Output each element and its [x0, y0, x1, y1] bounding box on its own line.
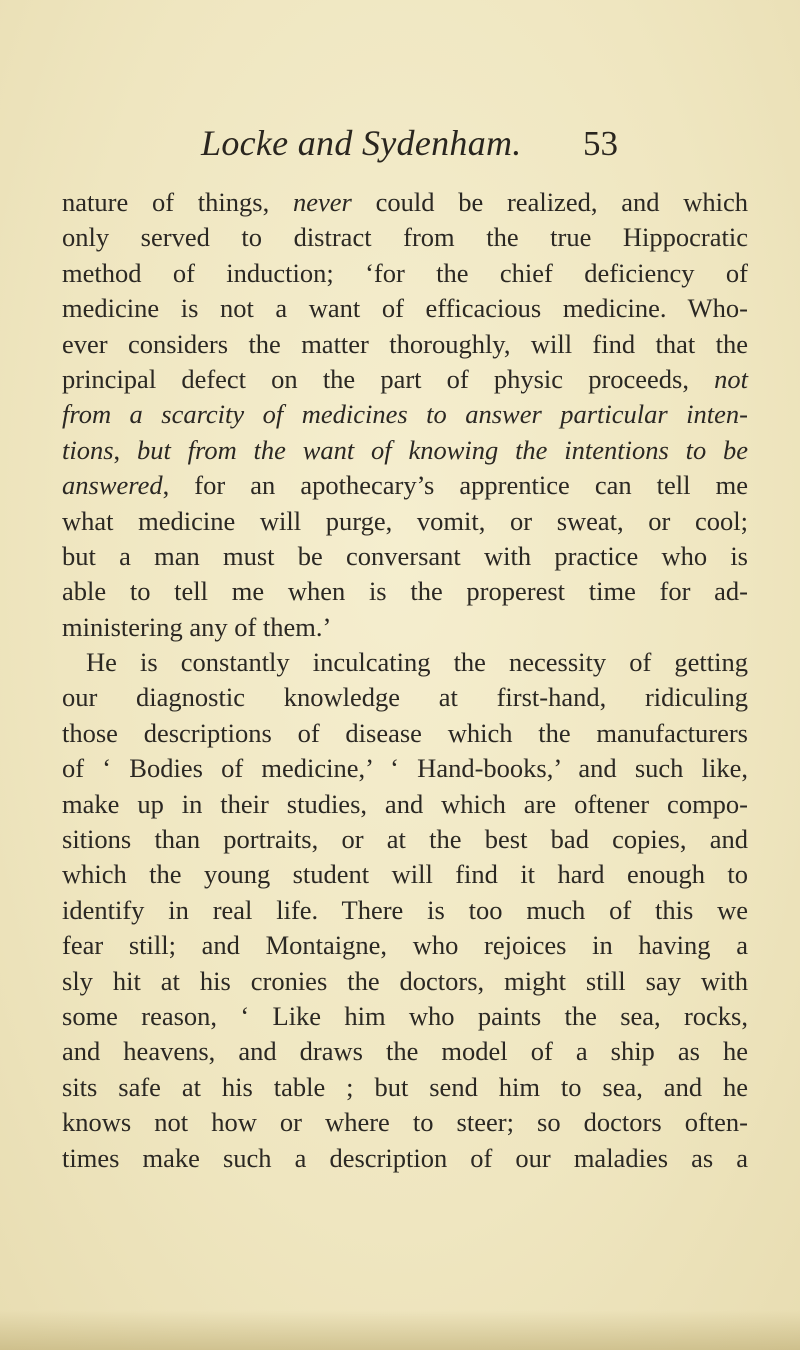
text-line: our diagnostic knowledge at first-hand, ridiculing — [62, 682, 748, 713]
text-line: answered, for an apothecary’s apprentice can tell me — [62, 470, 748, 501]
text-line: but a man must be conversant with practice who is — [62, 540, 748, 571]
page-header — [0, 122, 800, 172]
text-line: those descriptions of disease which the manufacturers — [62, 717, 748, 748]
text-line: nature of things, never could be realized, and which — [62, 187, 748, 217]
running-head: Locke and Sydenham. — [201, 123, 522, 163]
text-line: principal defect on the part of physic proceeds, not — [62, 363, 748, 394]
text-line: sitions than portraits, or at the best bad copies, and — [62, 824, 748, 855]
page-number: 53 — [583, 124, 618, 163]
text-line: able to tell me when is the properest time for ad- — [62, 576, 748, 607]
text-line: fear still; and Montaigne, who rejoices in having a — [62, 930, 748, 961]
text-line: some reason, ‘ Like him who paints the sea, rocks, — [62, 1000, 748, 1031]
text-line: which the young student will find it hard enough to — [62, 859, 748, 890]
text-line: sits safe at his table ; but send him to sea, and he — [62, 1071, 748, 1102]
text-line: make up in their studies, and which are oftener compo- — [62, 788, 748, 819]
text-line: times make such a description of our maladies as a — [62, 1142, 748, 1173]
text-line: sly hit at his cronies the doctors, might still say with — [62, 965, 748, 996]
text-line: tions, but from the want of knowing the intentions to be — [62, 434, 749, 465]
text-line: medicine is not a want of efficacious medicine. Who- — [62, 293, 748, 324]
text-line: ministering any of them.’ — [62, 611, 332, 642]
text-line: only served to distract from the true Hippocratic — [62, 222, 748, 253]
text-line: He is constantly inculcating the necessity of getting — [86, 647, 748, 678]
text-line: and heavens, and draws the model of a ship as he — [62, 1036, 748, 1067]
page-bottom-shadow — [0, 1310, 800, 1350]
text-line: from a scarcity of medicines to answer particular inten- — [62, 399, 748, 430]
text-line: ever considers the matter thoroughly, will find that the — [62, 328, 748, 359]
body-text — [62, 185, 748, 1176]
text-line: what medicine will purge, vomit, or sweat, or cool; — [62, 505, 748, 536]
text-line: identify in real life. There is too much of this we — [62, 894, 748, 925]
text-line: knows not how or where to steer; so doctors often- — [62, 1107, 748, 1138]
text-line: of ‘ Bodies of medicine,’ ‘ Hand-books,’ and such like, — [62, 753, 748, 784]
text-line: method of induction; ‘for the chief deficiency of — [62, 257, 748, 288]
